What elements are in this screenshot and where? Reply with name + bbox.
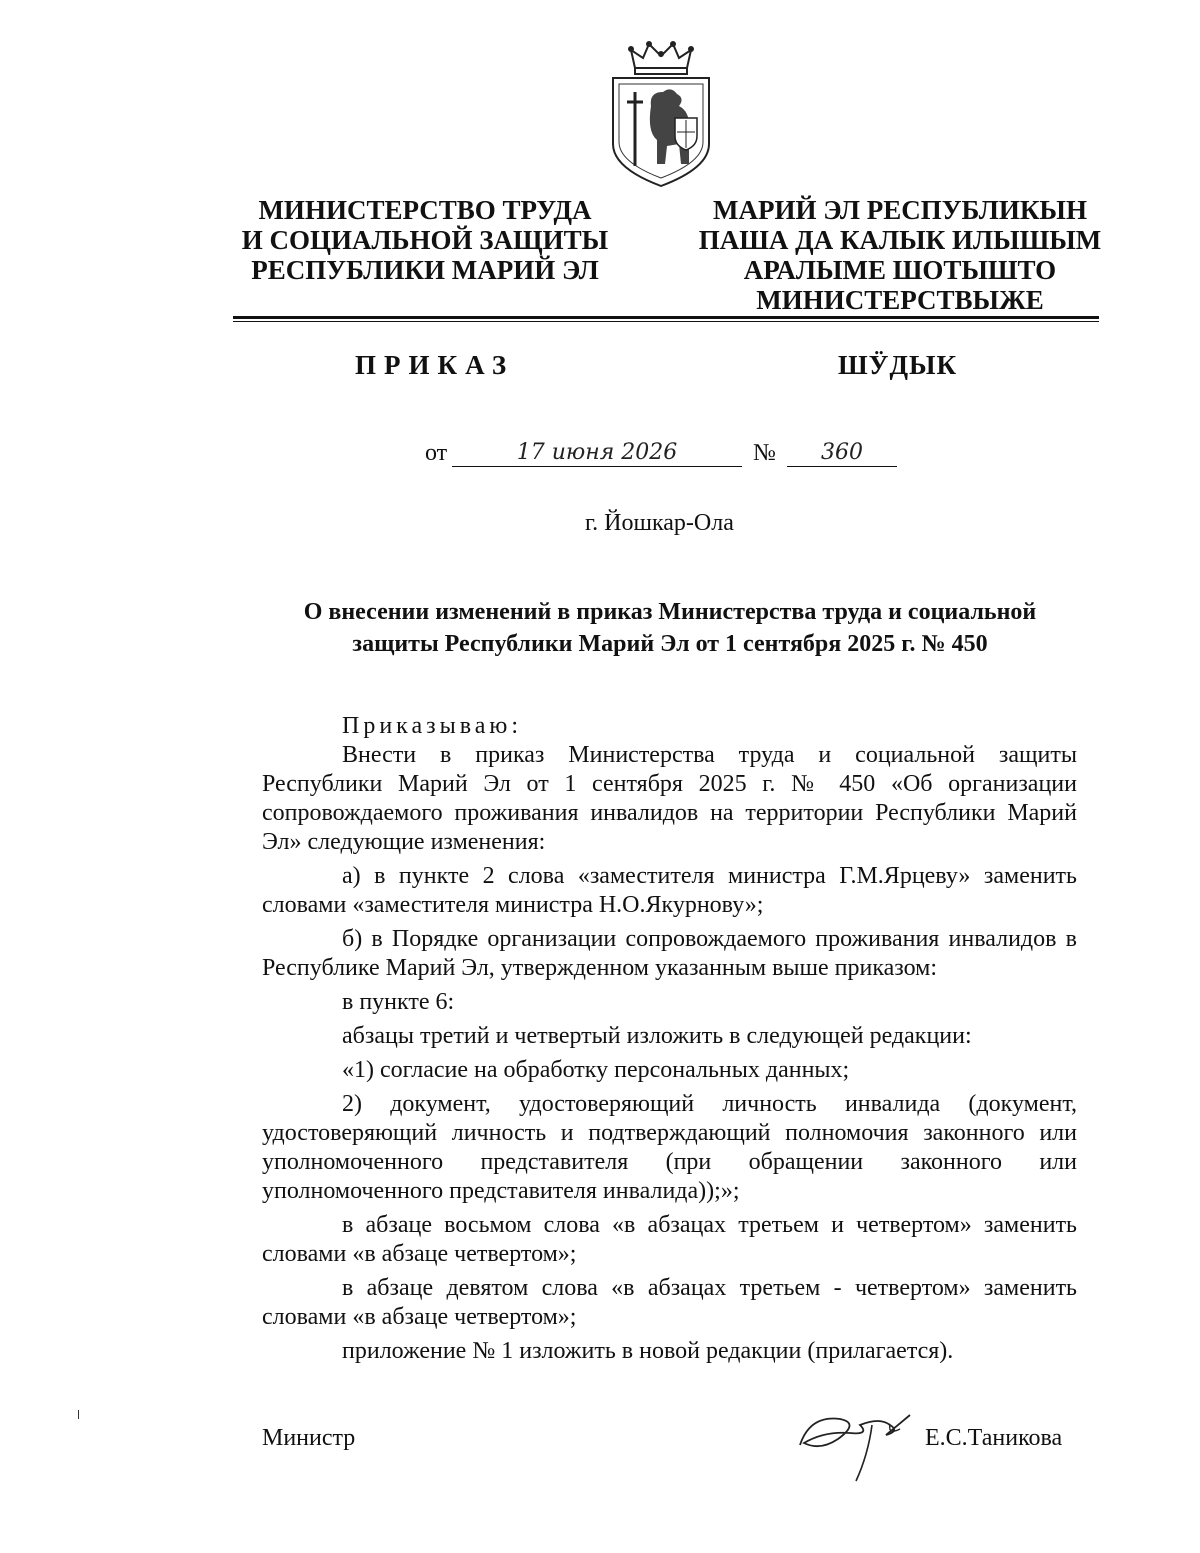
- body-paragraph: «1) согласие на обработку персональных данных;: [342, 1057, 850, 1083]
- ministry-name-mari: [680, 195, 1120, 315]
- ministry-name-line: ПАША ДА КАЛЫК ИЛЫШЫМ: [698, 225, 1102, 255]
- order-title-russian: ПРИКАЗ: [355, 350, 515, 380]
- body-paragraph: б) в Порядке организации сопровождаемого проживания инвалидов в Республике Марий Эл, утвержденном указанным выше приказом:: [262, 926, 1077, 981]
- ministry-name-line: РЕСПУБЛИКИ МАРИЙ ЭЛ: [251, 255, 599, 285]
- date-label: от: [425, 440, 448, 466]
- subject-line: О внесении изменений в приказ Министерства труда и социальной: [303, 599, 1037, 625]
- coat-of-arms-icon: [605, 40, 717, 190]
- order-date: 17 июня 2026: [452, 440, 742, 467]
- body-paragraph: приложение № 1 изложить в новой редакции (прилагается).: [342, 1338, 954, 1364]
- body-paragraph: 2) документ, удостоверяющий личность инвалида (документ, удостоверяющий личность и подтверждающий полномочия законного или уполномоченного представителя (при обращении законного или уполномоченного представителя инвалида));»;: [262, 1091, 1077, 1204]
- ministry-name-line: МИНИСТЕРСТВЫЖЕ: [756, 285, 1044, 315]
- ministry-name-russian: [230, 195, 620, 285]
- signatory-title: Министр: [262, 1425, 356, 1451]
- ministry-name-line: МАРИЙ ЭЛ РЕСПУБЛИКЫН: [713, 195, 1087, 225]
- body-paragraph: в абзаце восьмом слова «в абзацах третьем и четвертом» заменить словами «в абзаце четвертом»;: [262, 1212, 1077, 1267]
- body-paragraph: абзацы третий и четвертый изложить в следующей редакции:: [342, 1023, 972, 1049]
- body-paragraph: в абзаце девятом слова «в абзацах третьем - четвертом» заменить словами «в абзаце четвертом»;: [262, 1275, 1077, 1330]
- body-paragraph: в пункте 6:: [342, 989, 455, 1015]
- order-subject: [230, 596, 1110, 660]
- number-label: №: [753, 440, 776, 466]
- signatory-name: Е.С.Таникова: [925, 1425, 1063, 1451]
- order-title-mari: ШӰДЫК: [838, 350, 958, 380]
- subject-line: защиты Республики Марий Эл от 1 сентября 2025 г. № 450: [352, 631, 988, 657]
- order-body: [262, 712, 1077, 1366]
- ministry-name-line: АРАЛЫМЕ ШОТЫШТО: [743, 255, 1057, 285]
- body-paragraph: а) в пункте 2 слова «заместителя министра Г.М.Ярцеву» заменить словами «заместителя министра Н.О.Якурнову»;: [262, 863, 1077, 918]
- order-number: 360: [787, 440, 897, 467]
- order-dateline: [425, 440, 905, 470]
- header-divider-thin: [233, 321, 1099, 322]
- ministry-name-line: МИНИСТЕРСТВО ТРУДА: [258, 195, 592, 225]
- city-name: г. Йошкар-Ола: [585, 510, 734, 536]
- margin-mark: [78, 1410, 79, 1419]
- order-directive: Приказываю:: [342, 713, 522, 739]
- handwritten-signature-icon: [790, 1395, 920, 1485]
- ministry-name-line: И СОЦИАЛЬНОЙ ЗАЩИТЫ: [241, 225, 609, 255]
- header-divider: [233, 316, 1099, 319]
- body-paragraph: Внести в приказ Министерства труда и социальной защиты Республики Марий Эл от 1 сентября 2025 г. № 450 «Об организации сопровождаемого проживания инвалидов на территории Республики Марий Эл» следующие изменения:: [262, 742, 1077, 855]
